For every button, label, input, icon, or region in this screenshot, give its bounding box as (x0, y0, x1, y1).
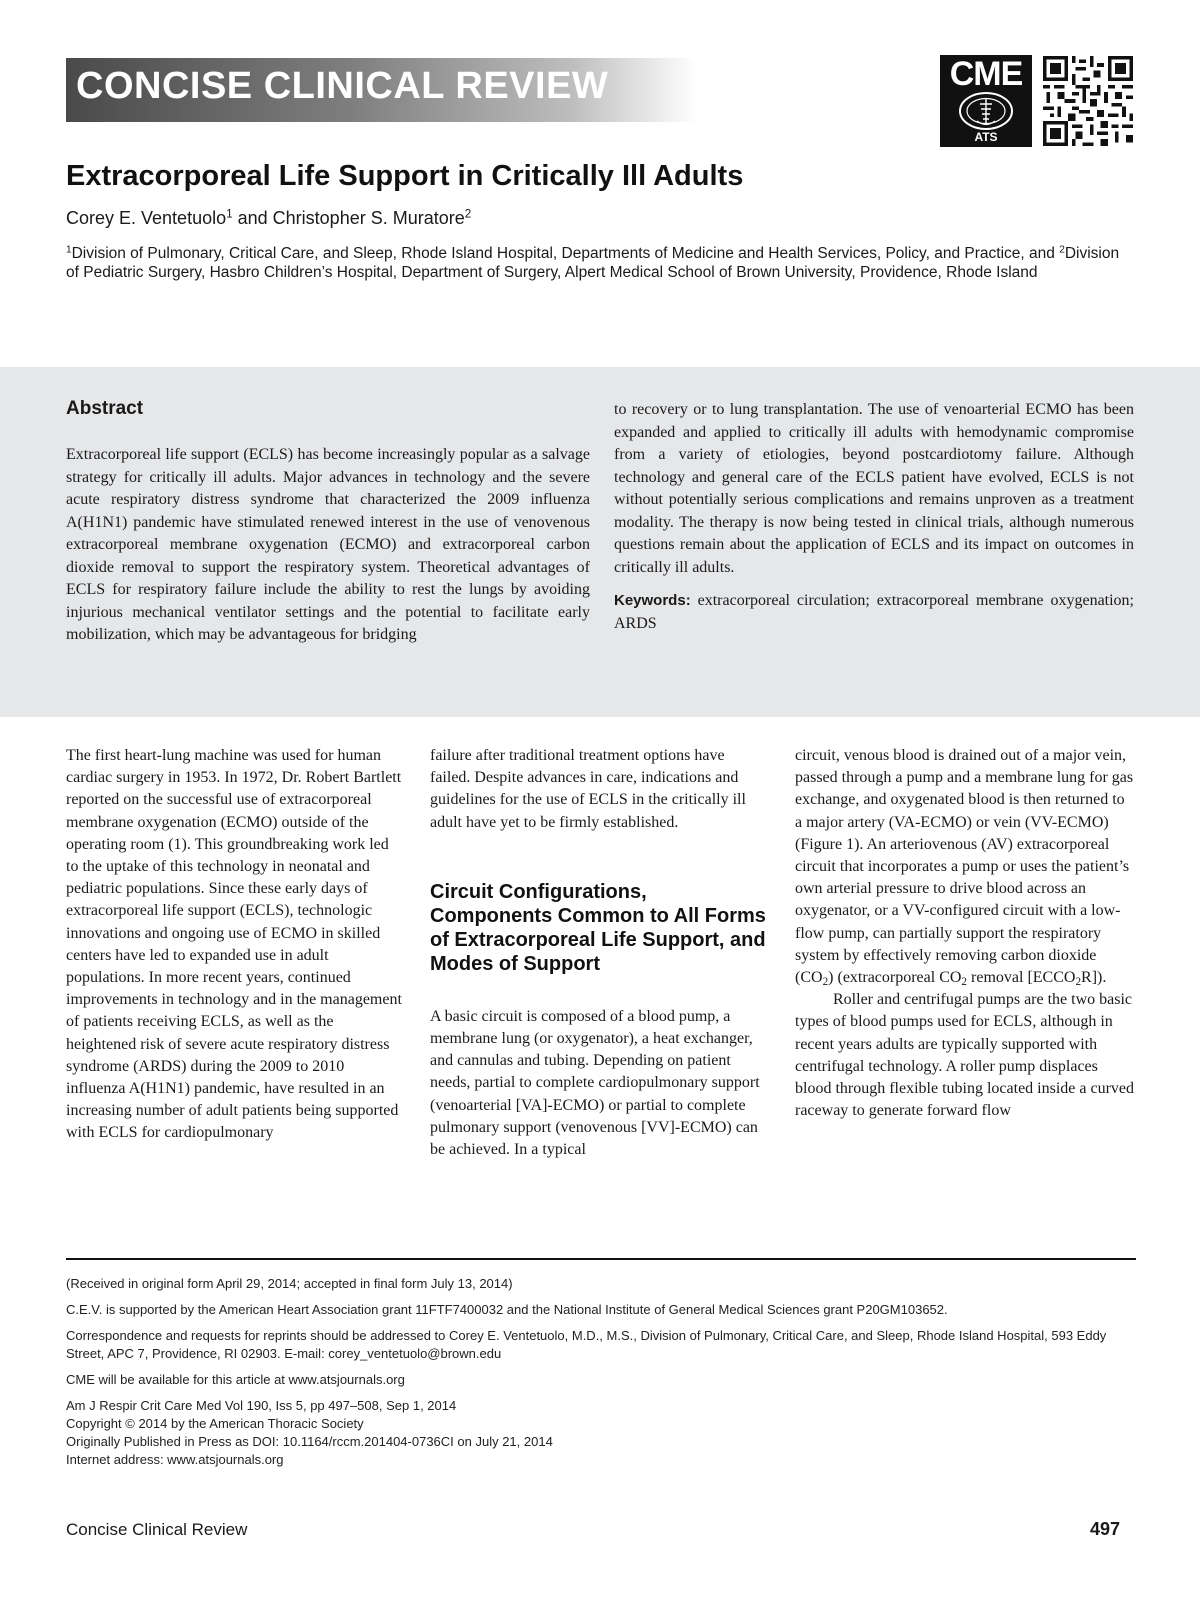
body-paragraph: The first heart-lung machine was used for human cardiac surgery in 1953. In 1972, Dr. Robert Bartlett reported on the successful use of extracorporeal membrane oxygenation (ECMO) outside of the operating room (1). This groundbreaking work led to the uptake of this technology in neonatal and pediatric populations. Since these early days of extracorporeal life support (ECLS), technologic innovations and ongoing use of ECMO in skilled centers have led to expanded use in adult populations. In more recent years, continued improvements in technology and in the management of patients receiving ECLS, as well as the heightened risk of severe acute respiratory distress syndrome (ARDS) during the 2009 to 2010 influenza A(H1N1) pandemic, have resulted in an increasing number of adult patients being supported with ECLS for cardiopulmonary (66, 747, 402, 1142)
cme-badge[interactable] (940, 55, 1032, 147)
body-paragraph: Roller and centrifugal pumps are the two basic types of blood pumps used for ECLS, although in recent years adults are typically supported with centrifugal technology. A roller pump displaces blood through flexible tubing located inside a curved raceway to generate forward flow (795, 991, 1135, 1120)
correspondence-note: Correspondence and requests for reprints should be addressed to Corey E. Ventetuolo, M.D., M.S., Division of Pulmonary, Critical Care, and Sleep, Rhode Island Hospital, 593 Eddy Street, APC 7, Providence, RI 02903. E-mail: corey_ventetuolo@brown.edu (66, 1328, 1107, 1361)
section-banner (66, 58, 696, 122)
article-title: Extracorporeal Life Support in Critically Ill Adults (66, 160, 744, 192)
keywords-label: Keywords: (614, 592, 691, 609)
author-conjunction: and (232, 208, 273, 228)
body-paragraph: circuit, venous blood is drained out of a major vein, passed through a pump and a membrane lung for gas exchange, and oxygenated blood is then returned to a major artery (VA-ECMO) or vein (VV-ECMO) (Figure 1). An arteriovenous (AV) extracorporeal circuit that incorporates a pump or uses the patient’s own arterial pressure to drive blood across an oxygenator, or a VV-configured circuit with a low-flow pump, can partially support the respiratory system by effectively removing carbon dioxide $(CO_2)$ (extracorporeal $CO_2$ removal $[ECCO_2R]$). (795, 747, 1134, 988)
footnote-divider (66, 1258, 1136, 1260)
abstract-text-column-2 (614, 399, 1134, 635)
affiliation-marker: 1 (66, 244, 72, 256)
citation-line: Am J Respir Crit Care Med Vol 190, Iss 5, pp 497–508, Sep 1, 2014 (66, 1398, 457, 1413)
qr-code-icon[interactable] (1043, 56, 1133, 146)
abstract-heading: Abstract (66, 398, 144, 419)
copyright-line: Copyright © 2014 by the American Thoracic Society (66, 1416, 364, 1431)
body-paragraph: failure after traditional treatment options have failed. Despite advances in care, indications and guidelines for the use of ECLS in the critically ill adult have yet to be firmly established. (430, 747, 746, 831)
abstract-text: to recovery or to lung transplantation. The use of venoarterial ECMO has been expanded and applied to critically ill adults with hemodynamic compromise from a variety of etiologies, beyond postcardiotomy failure. Although technology and general care of the ECLS patient have evolved, ECLS is not without potentially serious complications and remains unproven as a treatment modality. The therapy is now being tested in clinical trials, although numerous questions remain about the application of ECLS and its impact on outcomes in critically ill adults. (614, 401, 1134, 576)
keywords-list: extracorporeal circulation; extracorporeal membrane oxygenation; ARDS (614, 592, 1134, 632)
received-note: (Received in original form April 29, 2014; accepted in final form July 13, 2014) (66, 1276, 513, 1291)
page-number: 497 (1090, 1519, 1121, 1539)
ats-seal-icon (957, 91, 1015, 131)
abstract-text-column-1: Extracorporeal life support (ECLS) has become increasingly popular as a salvage strategy for critically ill adults. Major advances in technology and the severe acute respiratory distress syndrome that characterized the 2009 influenza A(H1N1) pandemic have stimulated renewed interest in the use of venovenous extracorporeal membrane oxygenation (ECMO) and extracorporeal carbon dioxide removal to support the respiratory system. Theoretical advantages of ECLS for respiratory failure include the ability to rest the lungs by avoiding injurious mechanical ventilator settings and the potential to facilitate early mobilization, which may be advantageous for bridging (66, 446, 590, 643)
doi-line: Originally Published in Press as DOI: 10.1164/rccm.201404-0736CI on July 21, 2014 (66, 1434, 553, 1449)
ats-label: ATS (974, 130, 998, 144)
author-name: Christopher S. Muratore (272, 208, 465, 228)
affiliation-marker: 1 (226, 207, 233, 221)
body-paragraph: A basic circuit is composed of a blood pump, a membrane lung (or oxygenator), a heat exchanger, and cannulas and tubing. Depending on patient needs, partial to complete cardiopulmonary support (venoarterial [VA]-ECMO) or partial to complete pulmonary support (venovenous [VV]-ECMO) can be achieved. In a typical (430, 1007, 760, 1159)
body-column-3 (795, 745, 1135, 1122)
footer-section-name: Concise Clinical Review (66, 1520, 248, 1539)
affiliation-text: Division of Pediatric Surgery, Hasbro Children’s Hospital, Department of Surgery, Alpert Medical School of Brown University, Providence, Rhode Island (66, 245, 1120, 281)
section-heading: Circuit Configurations, Components Common to All Forms of Extracorporeal Life Support, and Modes of Support (430, 880, 766, 975)
author-line (66, 206, 471, 230)
internet-address: Internet address: www.atsjournals.org (66, 1452, 284, 1467)
author-name: Corey E. Ventetuolo (66, 208, 227, 228)
section-banner-label: CONCISE CLINICAL REVIEW (76, 65, 609, 107)
funding-note: C.E.V. is supported by the American Heart Association grant 11FTF7400032 and the National Institute of General Medical Sciences grant P20GM103652. (66, 1302, 948, 1317)
affiliation-marker: 2 (464, 207, 472, 221)
affiliation-marker: 2 (1059, 244, 1065, 256)
footnotes (66, 1275, 1146, 1469)
affiliations (66, 244, 1126, 282)
body-column-1 (66, 745, 402, 1145)
body-column-2 (430, 745, 766, 1161)
cme-note: CME will be available for this article at www.atsjournals.org (66, 1372, 405, 1387)
keywords (614, 590, 1134, 635)
affiliation-text: Division of Pulmonary, Critical Care, and Sleep, Rhode Island Hospital, Departments of Medicine and Health Services, Policy, and Practice, and (71, 245, 1060, 262)
cme-label: CME (949, 55, 1023, 93)
